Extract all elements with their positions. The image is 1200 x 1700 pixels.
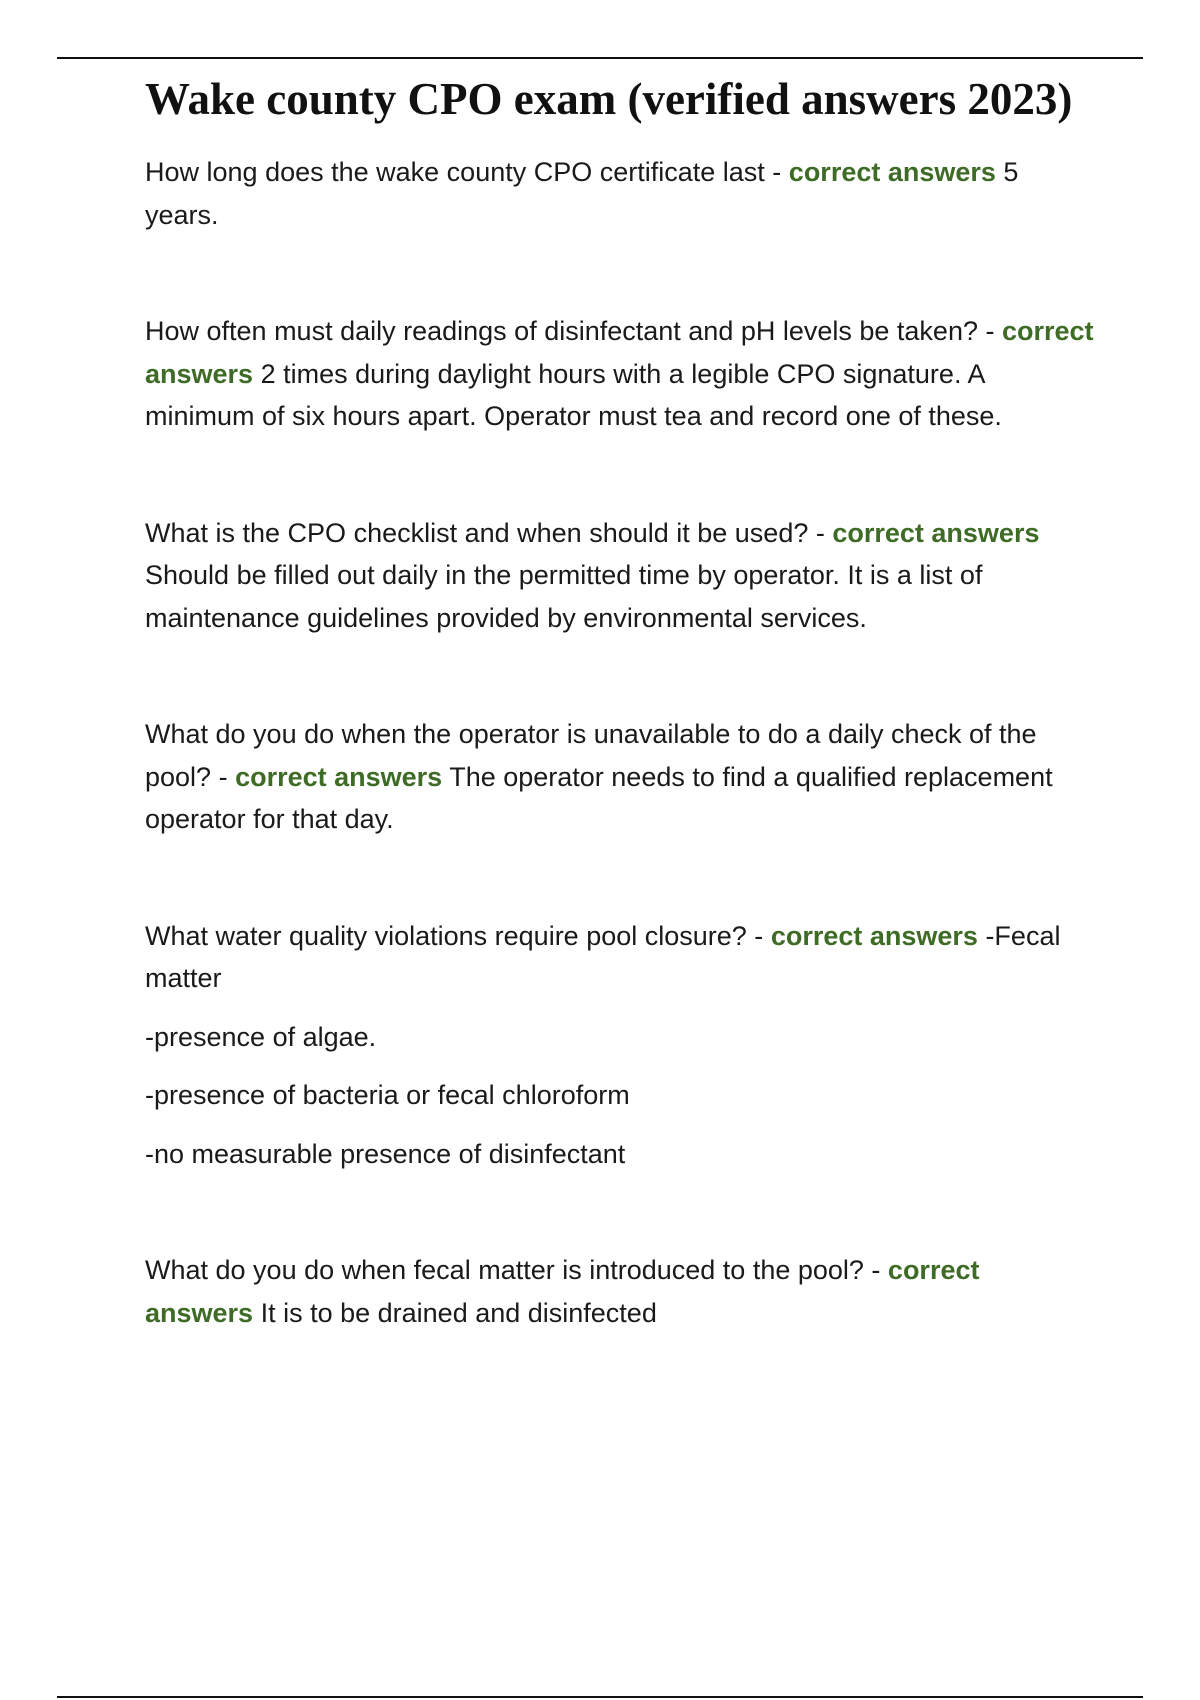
answer-label: correct answers bbox=[145, 1255, 980, 1328]
question-text: How long does the wake county CPO certificate last - bbox=[145, 157, 789, 187]
answer-text: It is to be drained and disinfected bbox=[253, 1297, 657, 1328]
list-item: -presence of bacteria or fecal chloroform bbox=[145, 1080, 630, 1110]
question-text: What do you do when the operator is unavailable to do a daily check of the pool? - bbox=[145, 719, 1037, 792]
answer-label: correct answers bbox=[770, 920, 978, 951]
question-text: How often must daily readings of disinfectant and pH levels be taken? - bbox=[145, 316, 1002, 346]
bottom-rule bbox=[57, 1696, 1143, 1698]
question-text: What do you do when fecal matter is introduced to the pool? - bbox=[145, 1255, 888, 1285]
answer-text: 2 times during daylight hours with a legible CPO signature. A minimum of six hours apart. Operator must tea and record one of these. bbox=[145, 358, 1002, 431]
answer-text: Should be filled out daily in the permitted time by operator. It is a list of maintenance guidelines provided by environmental services. bbox=[145, 560, 983, 633]
list-item: -no measurable presence of disinfectant bbox=[145, 1138, 626, 1169]
qa-item bbox=[145, 310, 1095, 438]
qa-item bbox=[145, 915, 1095, 1000]
document-body bbox=[145, 72, 1095, 1334]
answer-text: -Fecal matter bbox=[145, 920, 1061, 993]
answer-label: correct answers bbox=[832, 517, 1040, 548]
answer-text: The operator needs to find a qualified replacement operator for that day. bbox=[145, 761, 1053, 834]
answer-text: 5 years. bbox=[145, 157, 1019, 230]
qa-item bbox=[145, 151, 1095, 236]
list-item: -presence of algae. bbox=[145, 1021, 377, 1052]
qa-item bbox=[145, 512, 1095, 640]
top-rule bbox=[57, 57, 1143, 59]
qa-item bbox=[145, 1249, 1095, 1334]
answer-label: correct answers bbox=[145, 316, 1094, 389]
answer-label: correct answers bbox=[235, 761, 443, 792]
qa-item bbox=[145, 713, 1095, 841]
question-text: What is the CPO checklist and when should it be used? - bbox=[145, 517, 833, 548]
answer-label: correct answers bbox=[788, 157, 996, 187]
document-title: Wake county CPO exam (verified answers 2023) bbox=[145, 74, 1073, 124]
closure-violations-list bbox=[145, 1016, 1095, 1176]
question-text: What water quality violations require pool closure? - bbox=[145, 920, 771, 951]
